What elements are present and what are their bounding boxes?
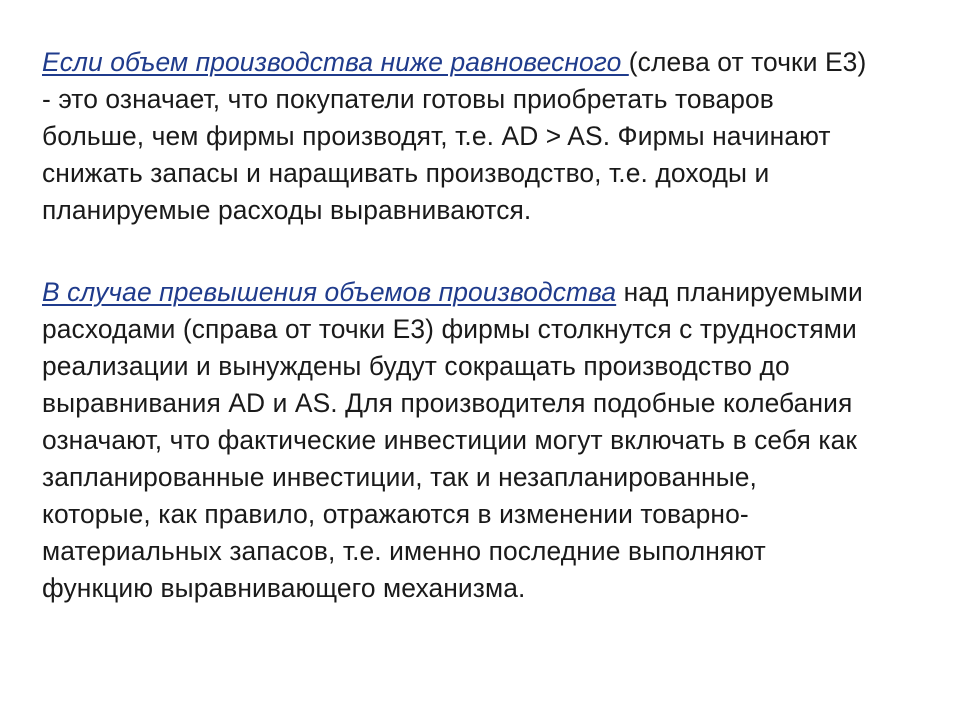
paragraph-line: выравнивания AD и AS. Для производителя подобные колебания xyxy=(42,388,853,418)
link-production-excess[interactable]: В случае превышения объемов производства xyxy=(42,277,617,307)
paragraph-line: реализации и вынуждены будут сокращать производство до xyxy=(42,351,790,381)
paragraph-line: запланированные инвестиции, так и незапланированные, xyxy=(42,462,757,492)
paragraph-line: материальных запасов, т.е. именно последние выполняют xyxy=(42,536,766,566)
paragraph-line: планируемые расходы выравниваются. xyxy=(42,195,532,225)
text-segment: (слева от точки Е3) xyxy=(628,47,867,77)
paragraph-line: больше, чем фирмы производят, т.е. AD > AS. Фирмы начинают xyxy=(42,121,831,151)
paragraph-production-excess xyxy=(42,274,947,607)
paragraph-line xyxy=(42,274,947,311)
paragraph-line: означают, что фактические инвестиции могут включать в себя как xyxy=(42,425,858,455)
paragraph-below-equilibrium xyxy=(42,44,947,229)
paragraph-line: снижать запасы и наращивать производство, т.е. доходы и xyxy=(42,158,770,188)
paragraph-line xyxy=(42,44,947,81)
link-below-equilibrium[interactable]: Если объем производства ниже равновесного xyxy=(42,47,629,77)
paragraph-line: расходами (справа от точки Е3) фирмы столкнутся с трудностями xyxy=(42,314,857,344)
paragraph-line: - это означает, что покупатели готовы приобретать товаров xyxy=(42,84,774,114)
paragraph-line: которые, как правило, отражаются в изменении товарно- xyxy=(42,499,749,529)
paragraph-line: функцию выравнивающего механизма. xyxy=(42,573,526,603)
text-segment: над планируемыми xyxy=(616,277,863,307)
